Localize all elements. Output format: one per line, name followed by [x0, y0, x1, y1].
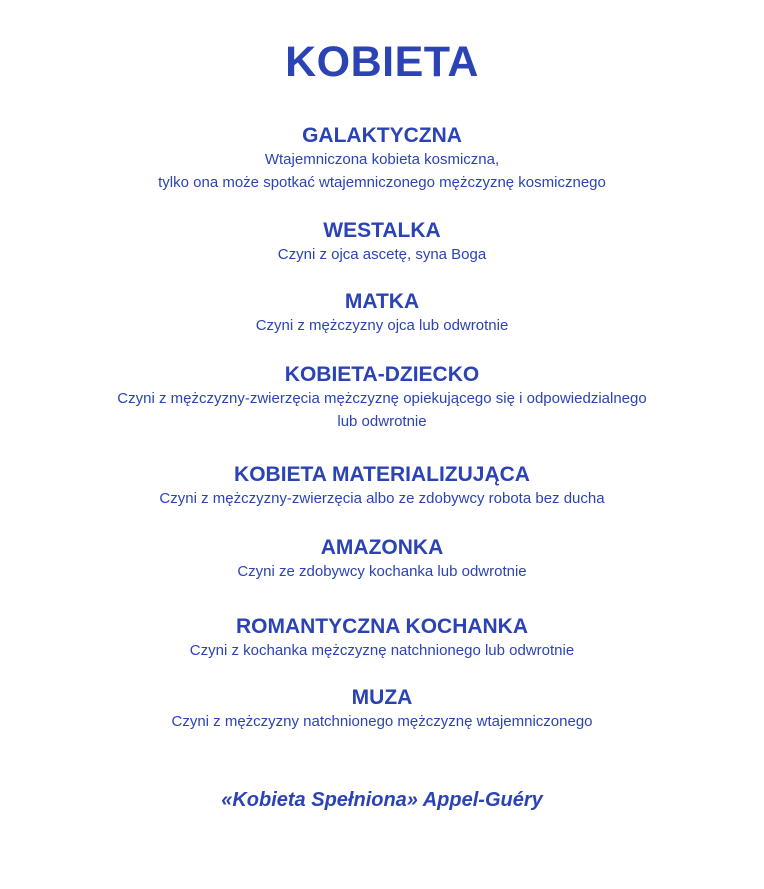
entry-title: AMAZONKA — [320, 536, 444, 559]
entry-matka — [0, 290, 764, 337]
footer-citation: «Kobieta Spełniona» Appel-Guéry — [221, 789, 543, 811]
entry-romantyczna-kochanka — [0, 615, 764, 662]
entry-kobieta-materializujaca — [0, 463, 764, 510]
entry-description-line: Czyni z mężczyzny-zwierzęcia mężczyznę opiekującego się i odpowiedzialnego — [117, 390, 647, 407]
entry-title: KOBIETA MATERIALIZUJĄCA — [234, 463, 530, 486]
entry-description-line: Czyni ze zdobywcy kochanka lub odwrotnie — [237, 563, 527, 580]
entry-description — [0, 639, 764, 662]
entry-description — [0, 387, 764, 433]
entry-title: MUZA — [351, 686, 413, 709]
entry-description-line: Czyni z mężczyzny-zwierzęcia albo ze zdobywcy robota bez ducha — [159, 490, 605, 507]
entry-description — [0, 487, 764, 510]
entry-muza — [0, 686, 764, 733]
entry-westalka — [0, 219, 764, 266]
entry-description-line: Czyni z mężczyzny ojca lub odwrotnie — [255, 317, 509, 334]
entry-amazonka — [0, 536, 764, 583]
entry-description — [0, 710, 764, 733]
entry-title: KOBIETA-DZIECKO — [284, 363, 480, 386]
entry-description-line: Czyni z mężczyzny natchnionego mężczyznę wtajemniczonego — [171, 713, 593, 730]
entry-description — [0, 243, 764, 266]
entry-description — [0, 560, 764, 583]
entry-title: MATKA — [344, 290, 420, 313]
entry-kobieta-dziecko — [0, 363, 764, 433]
entry-description-line: Czyni z kochanka mężczyznę natchnionego lub odwrotnie — [189, 642, 575, 659]
entry-title: ROMANTYCZNA KOCHANKA — [235, 615, 529, 638]
page-title: KOBIETA — [285, 38, 479, 86]
entry-description-line: lub odwrotnie — [337, 413, 427, 430]
entry-description — [0, 148, 764, 194]
entry-description-line: Czyni z ojca ascetę, syna Boga — [277, 246, 487, 263]
entry-description-line: Wtajemniczona kobieta kosmiczna, — [264, 151, 500, 168]
entry-title: GALAKTYCZNA — [302, 124, 462, 147]
entry-description — [0, 314, 764, 337]
entry-galaktyczna — [0, 124, 764, 194]
entry-title: WESTALKA — [323, 219, 441, 242]
entry-description-line: tylko ona może spotkać wtajemniczonego mężczyznę kosmicznego — [158, 174, 606, 191]
